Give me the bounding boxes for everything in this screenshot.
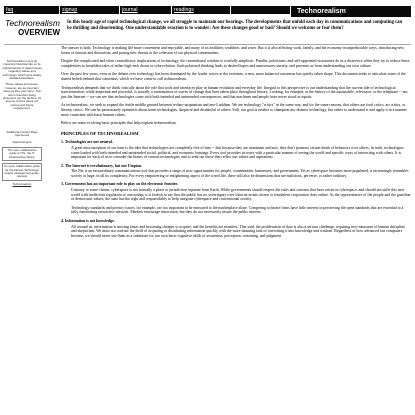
paragraph: As technorealists, we seek to expand the fertile middle ground between techno-utopianism and neo-Luddism. We are technology "critics" in the same way, and for the same reasons, that others are food critics, art critics, or literary critics. We can be passionately optimistic about some technologies, skeptical and disdainful of others. Still, our goal is neither to champion nor dismiss technology, but rather to understand it and apply it in a manner more consistent with basic human values. [61, 103, 407, 117]
principle-body-3b: Technology standards and privacy issues, for example, are too important to be entrusted to the marketplace alone. Competing software firms have little interest in preserving the open standards that are essential to a fully functioning interactive network. Markets encourage innovation, but they do not necessarily insure the public interest. [71, 205, 404, 215]
paragraph: Over the past few years, even as the debate over technology has been dominated by the louder voices at the extremes, a new, more balanced consensus has quietly taken shape. This document seeks to articulate some of the shared beliefs behind that consensus, which we have come to call technorealism. [61, 72, 406, 81]
principle-body-1: A great misconception of our time is the idea that technologies are completely free of bias -- that because they are inanimate artifacts, they don't promote certain kinds of behaviors over others. In truth, technologies come loaded with both intended and unintended social, political, and economic leanings. Every tool provides its users with a particular manner of seeing the world and specific ways of interacting with others. It is important for each of us to consider the biases of various technologies and to seek out those that reflect our values and aspirations. [71, 145, 404, 160]
paragraph: Despite the complicated and often contradictory implications of technology, the conventional wisdom is woefully simplistic. Pundits, politicians, and self-appointed visionaries do us a disservice when they try to reduce these complexities to breathless tales of either high-tech doom or cyber-elation. Such polarized thinking leads to dashed hopes and unnecessary anxiety, and prevents us from understanding our own culture. [61, 59, 410, 68]
nav-readings[interactable]: readings [172, 6, 230, 14]
sidebar-intro: Technorealism.org is an important historical site on its original launch. It raised issues regarding values and technology, which were widely debated elsewhere. [2, 59, 42, 81]
principle-body-4: All around us, information is moving faster and becoming cheaper to acquire, and the benefits are manifest. That said, the proliferation of data is also a serious challenge, requiring new measures of human discipline and skepticism. We must not confuse the thrill of acquiring or distributing information quickly with the more daunting task of converting it into knowledge and wisdom. Regardless of how advanced our computers become, we should never use them as a substitute for our own basic cognitive skills of awareness, perception, reasoning, and judgment. [71, 224, 405, 238]
brand-name: Technorealism [5, 18, 60, 28]
principle-heading-2: 2. The Internet is revolutionary, but not Utopian. [61, 163, 143, 168]
paragraph: The answer is both. Technology is making life more convenient and enjoyable, and many of us healthier, wealthier, and wiser. But it is also affecting work, family, and the economy in unpredictable ways, introducing new forms of tension and distraction, and posing new threats to the cohesion of our physical communities. [61, 46, 405, 55]
principle-heading-4: 4. Information is not knowledge. [61, 219, 115, 224]
sidebar [2, 60, 42, 189]
site-title: Technorealism [291, 6, 411, 17]
paragraph: Below are some evolving basic principles that help explain technorealism. [61, 121, 177, 126]
nav-journal[interactable]: journal [120, 6, 171, 14]
main-content [61, 46, 411, 242]
sidebar-ad-2[interactable]: An open collaborative guide for the Fitness Technology project management guide, relevant [2, 163, 42, 181]
nav-signup[interactable]: signup [60, 6, 119, 14]
top-nav-bar [4, 6, 411, 17]
sidebar-link[interactable]: Technorealism [12, 181, 32, 186]
paragraph: Technorealism demands that we think critically about the role that tools and interfaces play in human evolution and everyday life. Integral to this perspective is our understanding that the current tide of technological transformation, while important and powerful, is actually a continuation of waves of change that have taken place throughout history. Looking, for example, at the history of the automobile, television, or the telephone -- not just the Internet -- we can see that technologies come with both intended and unintended consequences, and that machines and people have never stood as equals. [61, 85, 408, 99]
page-title: OVERVIEW [18, 28, 60, 37]
sidebar-intro-2: These values and issues, however, are as important today as they ever were. This site is therefore being preserved, per the archive, for anyone curious about our current and future engagement. [2, 82, 42, 111]
nav-faq[interactable]: faq [4, 6, 59, 14]
sidebar-ad-1[interactable]: The open collaborative guide to ITIL, the IT infrastructure library. [2, 147, 42, 161]
principle-heading-3: 3. Government has an important role to play on the electronic frontier. [61, 182, 178, 187]
principle-body-2: The Net is an extraordinary communications tool that provides a range of new opportunities for people, communities, businesses, and government. Yet as cyberspace becomes more populated, it increasingly resembles society at large, in all its complexity. For every empowering or enlightening aspect of the wired life, there will also be dimensions that are malicious, perverse, or rather ordinary. [71, 169, 409, 178]
principle-body-3: Contrary to some claims, cyberspace is not formally a place or jurisdiction separate from Earth. While governments should respect the rules and customs that have arisen in cyberspace, and should not stifle this new world with inefficient regulation or censorship, it is foolish to say that the public has no sovereignty over what an errant citizen or fraudulent corporation does online. As the representative of the people and the guardian of democratic values, the state has the right and responsibility to help integrate cyberspace and conventional society. [71, 188, 411, 202]
principles-heading: PRINCIPLES OF TECHNOREALISM [61, 130, 139, 136]
intro-headline: In this heady age of rapid technological change, we all struggle to maintain our bearings. The developments that unfold each day in communications and computing can be thrilling and disorienting. One understandable reaction is to wonder: Are these changes good or bad? Should we welcome or fear them? [67, 20, 403, 31]
sidebar-sponsor: Additional Content Page Sponsored [6, 129, 38, 138]
nav-blank [231, 6, 290, 14]
brand-block [4, 19, 60, 37]
principle-heading-1: 1. Technologies are not neutral. [61, 140, 113, 145]
sidebar-sponsor-2[interactable]: Search Engine [12, 139, 32, 144]
divider [4, 44, 411, 45]
